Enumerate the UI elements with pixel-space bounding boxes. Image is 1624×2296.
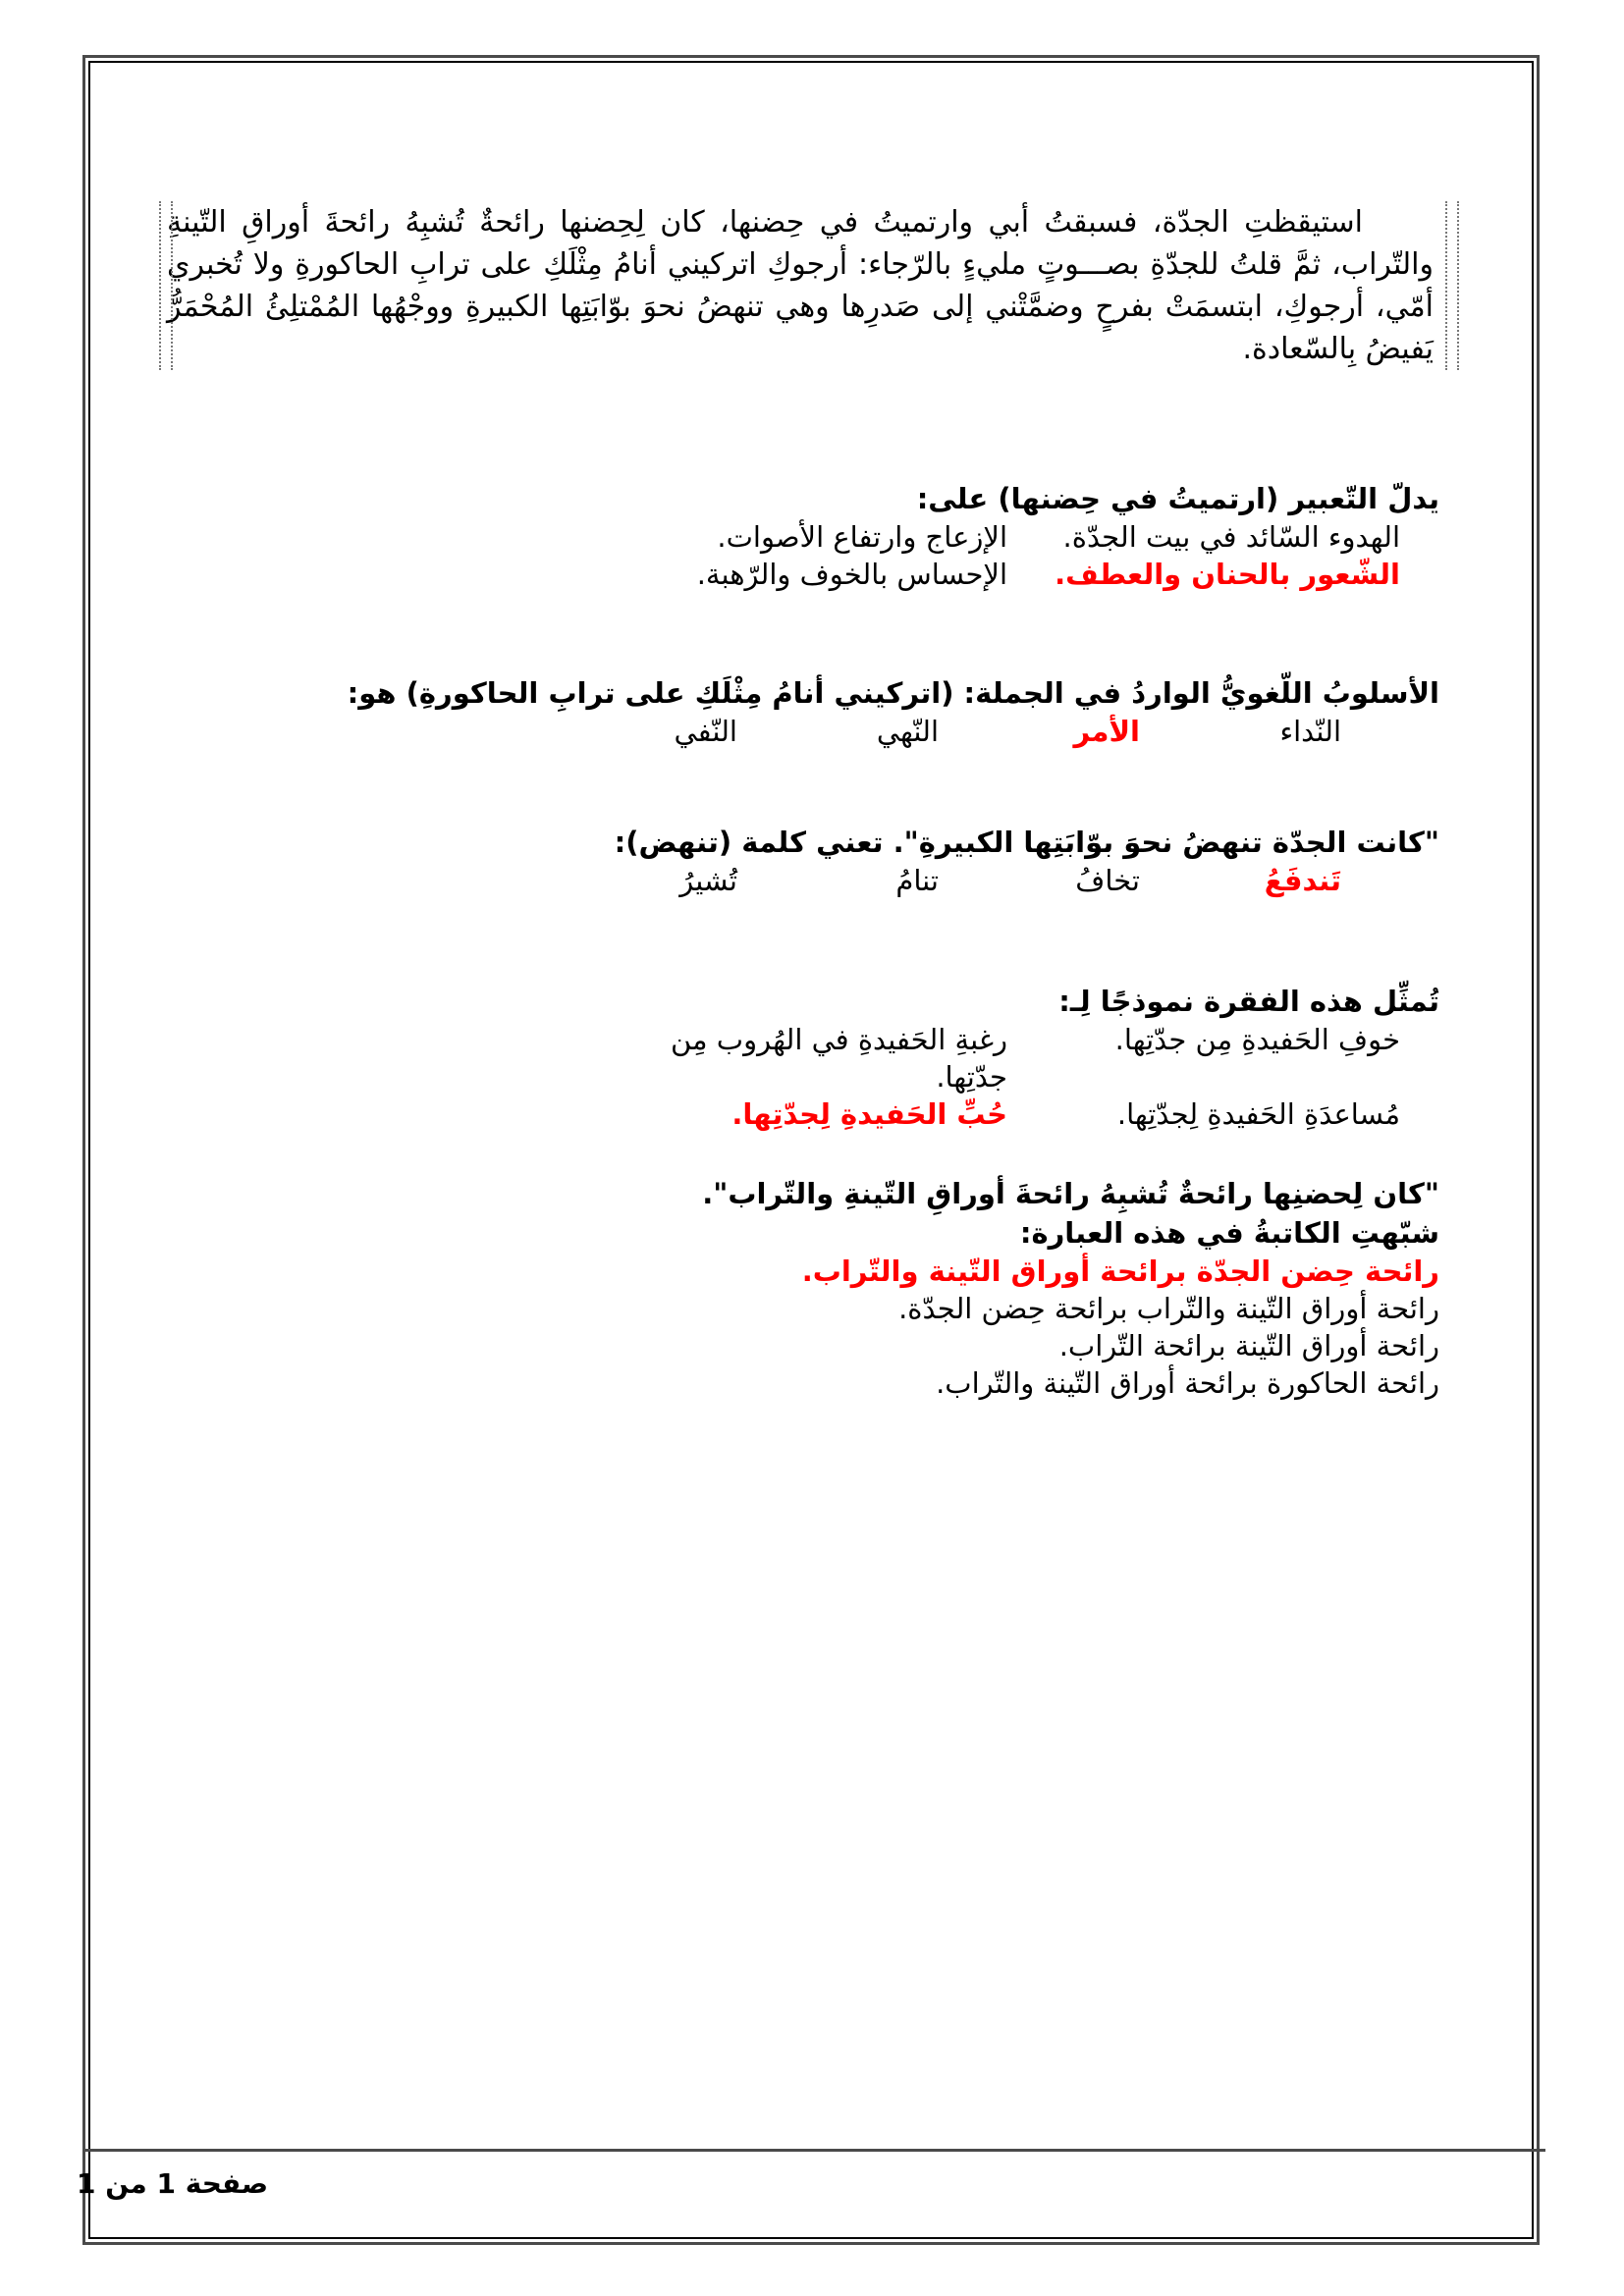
option-correct[interactable]: حُبِّ الحَفيدةِ لِجدّتِها. [731, 1097, 1007, 1131]
options-grid [271, 1021, 1439, 1133]
option[interactable]: النّفي [674, 715, 737, 748]
option[interactable]: النّداء [1279, 715, 1341, 748]
option[interactable]: تُشيرُ [679, 864, 737, 897]
option-correct[interactable]: رائحة حِضن الجدّة برائحة أوراق التّينة والتّراب. [801, 1255, 1439, 1288]
question-quote: "كان لِحضنِها رائحةٌ تُشبِهُ رائحةَ أوراقِ التّينةِ والتّراب". [702, 1177, 1439, 1210]
option[interactable]: رائحة أوراق التّينة والتّراب برائحة حِضن الجدّة. [898, 1292, 1439, 1325]
question-5 [271, 1174, 1439, 1402]
option[interactable]: الإزعاج وارتفاع الأصوات. [717, 520, 1007, 554]
option[interactable]: رائحة أوراق التّينة برائحة التّراب. [1058, 1329, 1439, 1362]
option-correct[interactable]: تَندفَعُ [1264, 864, 1341, 897]
option[interactable]: الإحساس بالخوف والرّهبة. [696, 558, 1007, 591]
question-4 [271, 982, 1439, 1133]
question-2 [271, 673, 1439, 750]
question-title: شبّهتِ الكاتبةُ في هذه العبارة: [1019, 1216, 1439, 1250]
options-row [271, 713, 1439, 750]
question-1 [271, 479, 1439, 593]
option[interactable]: تخافُ [1075, 864, 1140, 897]
option[interactable]: رغبةِ الحَفيدةِ في الهُروب مِن جدّتِها. [670, 1023, 1007, 1094]
option[interactable]: الهدوء السّائد في بيت الجدّة. [1062, 520, 1400, 554]
question-title: "كانت الجدّة تنهضُ نحوَ بوّابَتِها الكبيرةِ". تعني كلمة (تنهض): [614, 826, 1439, 859]
option[interactable]: رائحة الحاكورة برائحة أوراق التّينة والتّراب. [936, 1366, 1439, 1400]
passage-border-left [159, 201, 173, 370]
question-3 [271, 823, 1439, 899]
page-border-inner [88, 61, 1534, 2239]
question-title: يدلّ التّعبير (ارتميتُ في حِضنها) على: [916, 482, 1439, 515]
option[interactable]: النّهي [876, 715, 939, 748]
options-row [271, 862, 1439, 899]
passage-text: استيقظتِ الجدّة، فسبقتُ أبي وارتميتُ في حِضنها، كان لِحِضنها رائحةٌ تُشبِهُ رائحةَ أوراقِ التّينةِ والتّراب، ثمَّ قلتُ للجدّةِ بصـــوتٍ مليءٍ بالرّجاء: أرجوكِ اتركيني أنامُ مِثْلَكِ على ترابِ الحاكورةِ ولا تُخبري أمّي، أرجوكِ، ابتسمَتْ بفرحٍ وضمَّتْني إلى صَدرِها وهي تنهضُ نحوَ بوّابَتِها الكبيرةِ ووجْهُها المُمْتلِئُ المُحْمَرُّ يَفيضُ بِالسّعادة. [167, 205, 1434, 366]
options-list [271, 1253, 1439, 1402]
page-number: صفحة 1 من 1 [77, 2167, 269, 2200]
option-correct[interactable]: الأمر [1073, 715, 1140, 748]
option-correct[interactable]: الشّعور بالحنان والعطف. [1055, 558, 1400, 591]
question-title: الأسلوبُ اللّغويُّ الواردُ في الجملة: (اتركيني أنامُ مِثْلَكِ على ترابِ الحاكورةِ) هو: [347, 676, 1439, 710]
option[interactable]: تنامُ [895, 864, 939, 897]
option[interactable]: مُساعدَةِ الحَفيدةِ لِجدّتِها. [1116, 1097, 1400, 1131]
footer-divider [82, 2149, 1545, 2152]
passage-border-right [1445, 201, 1459, 370]
reading-passage [167, 201, 1434, 370]
question-title: تُمثِّل هذه الفقرة نموذجًا لِـ: [1058, 985, 1439, 1018]
option[interactable]: خوفِ الحَفيدةِ مِن جدّتِها. [1114, 1023, 1400, 1056]
options-grid [271, 518, 1439, 593]
